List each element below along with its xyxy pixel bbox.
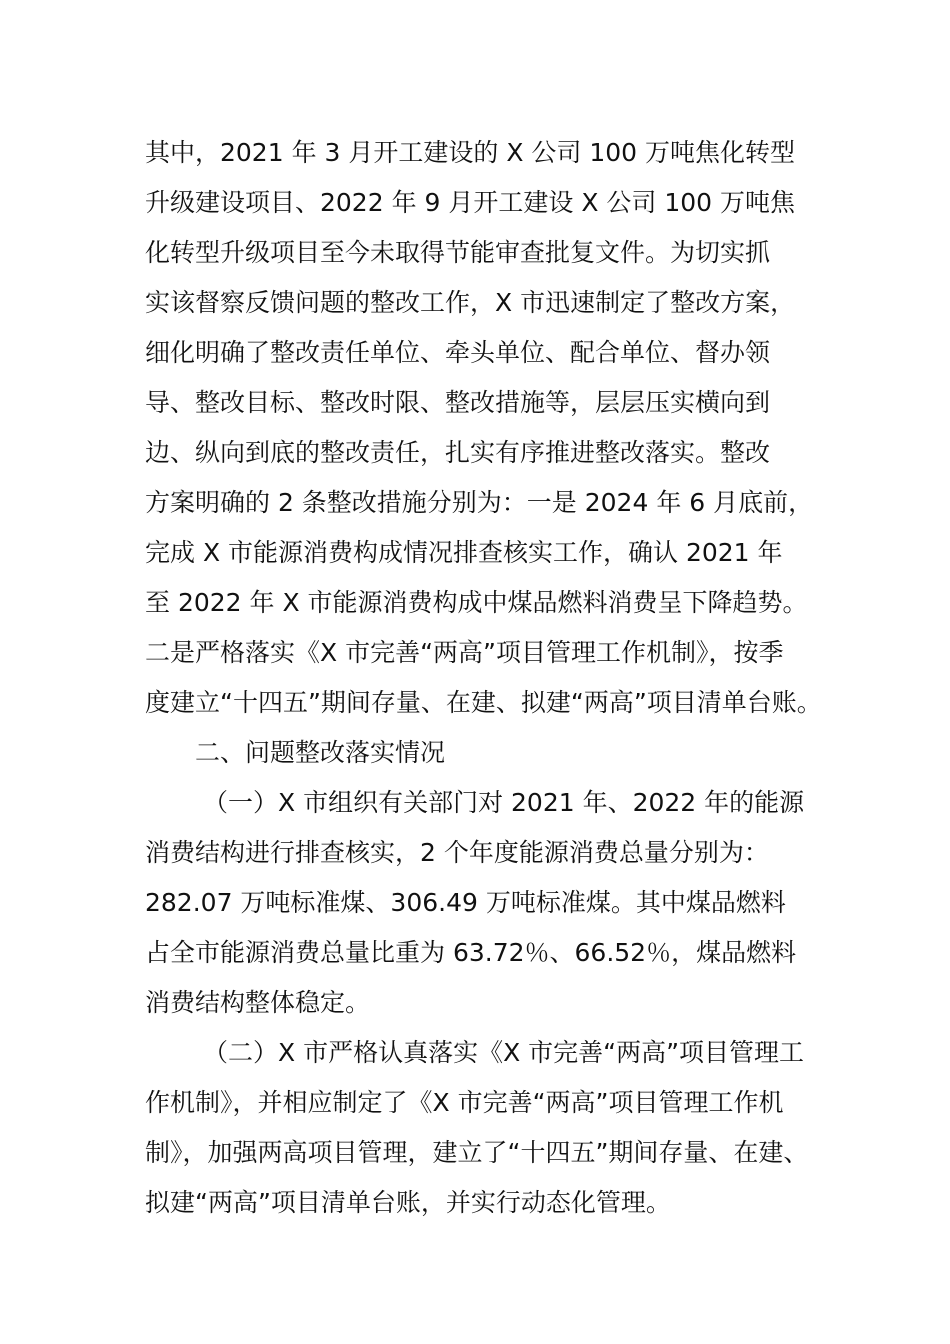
paragraph-line: （一）X 市组织有关部门对 2021 年、2022 年的能源 xyxy=(203,788,805,817)
paragraph-line: 消费结构进行排查核实，2 个年度能源消费总量分别为： xyxy=(145,838,769,867)
paragraph-line: 实该督察反馈问题的整改工作，X 市迅速制定了整改方案， xyxy=(145,288,796,317)
paragraph-line: 拟建“两高”项目清单台账，并实行动态化管理。 xyxy=(145,1188,671,1217)
paragraph-line: 其中，2021 年 3 月开工建设的 X 公司 100 万吨焦化转型 xyxy=(145,138,796,167)
section-heading: 二、问题整改落实情况 xyxy=(195,738,446,767)
paragraph-line: 细化明确了整改责任单位、牵头单位、配合单位、督办领 xyxy=(145,338,771,367)
paragraph-line: 完成 X 市能源消费构成情况排查核实工作，确认 2021 年 xyxy=(145,538,783,567)
paragraph-line: 度建立“十四五”期间存量、在建、拟建“两高”项目清单台账。 xyxy=(145,688,822,717)
paragraph-line: 导、整改目标、整改时限、整改措施等，层层压实横向到 xyxy=(145,388,771,417)
paragraph-line: 化转型升级项目至今未取得节能审查批复文件。为切实抓 xyxy=(145,238,771,267)
paragraph-line: 方案明确的 2 条整改措施分别为：一是 2024 年 6 月底前， xyxy=(145,488,814,517)
paragraph-line: （二）X 市严格认真落实《X 市完善“两高”项目管理工 xyxy=(203,1038,805,1067)
paragraph-line: 升级建设项目、2022 年 9 月开工建设 X 公司 100 万吨焦 xyxy=(145,188,796,217)
paragraph-line: 消费结构整体稳定。 xyxy=(145,988,371,1017)
paragraph-line: 282.07 万吨标准煤、306.49 万吨标准煤。其中煤品燃料 xyxy=(145,888,786,917)
paragraph-line: 边、纵向到底的整改责任，扎实有序推进整改落实。整改 xyxy=(145,438,771,467)
paragraph-line: 至 2022 年 X 市能源消费构成中煤品燃料消费呈下降趋势。 xyxy=(145,588,808,617)
paragraph-line: 作机制》，并相应制定了《X 市完善“两高”项目管理工作机 xyxy=(145,1088,784,1117)
paragraph-line: 二是严格落实《X 市完善“两高”项目管理工作机制》，按季 xyxy=(145,638,784,667)
paragraph-line: 制》，加强两高项目管理，建立了“十四五”期间存量、在建、 xyxy=(145,1138,809,1167)
paragraph-line: 占全市能源消费总量比重为 63.72％、66.52％，煤品燃料 xyxy=(145,938,797,967)
